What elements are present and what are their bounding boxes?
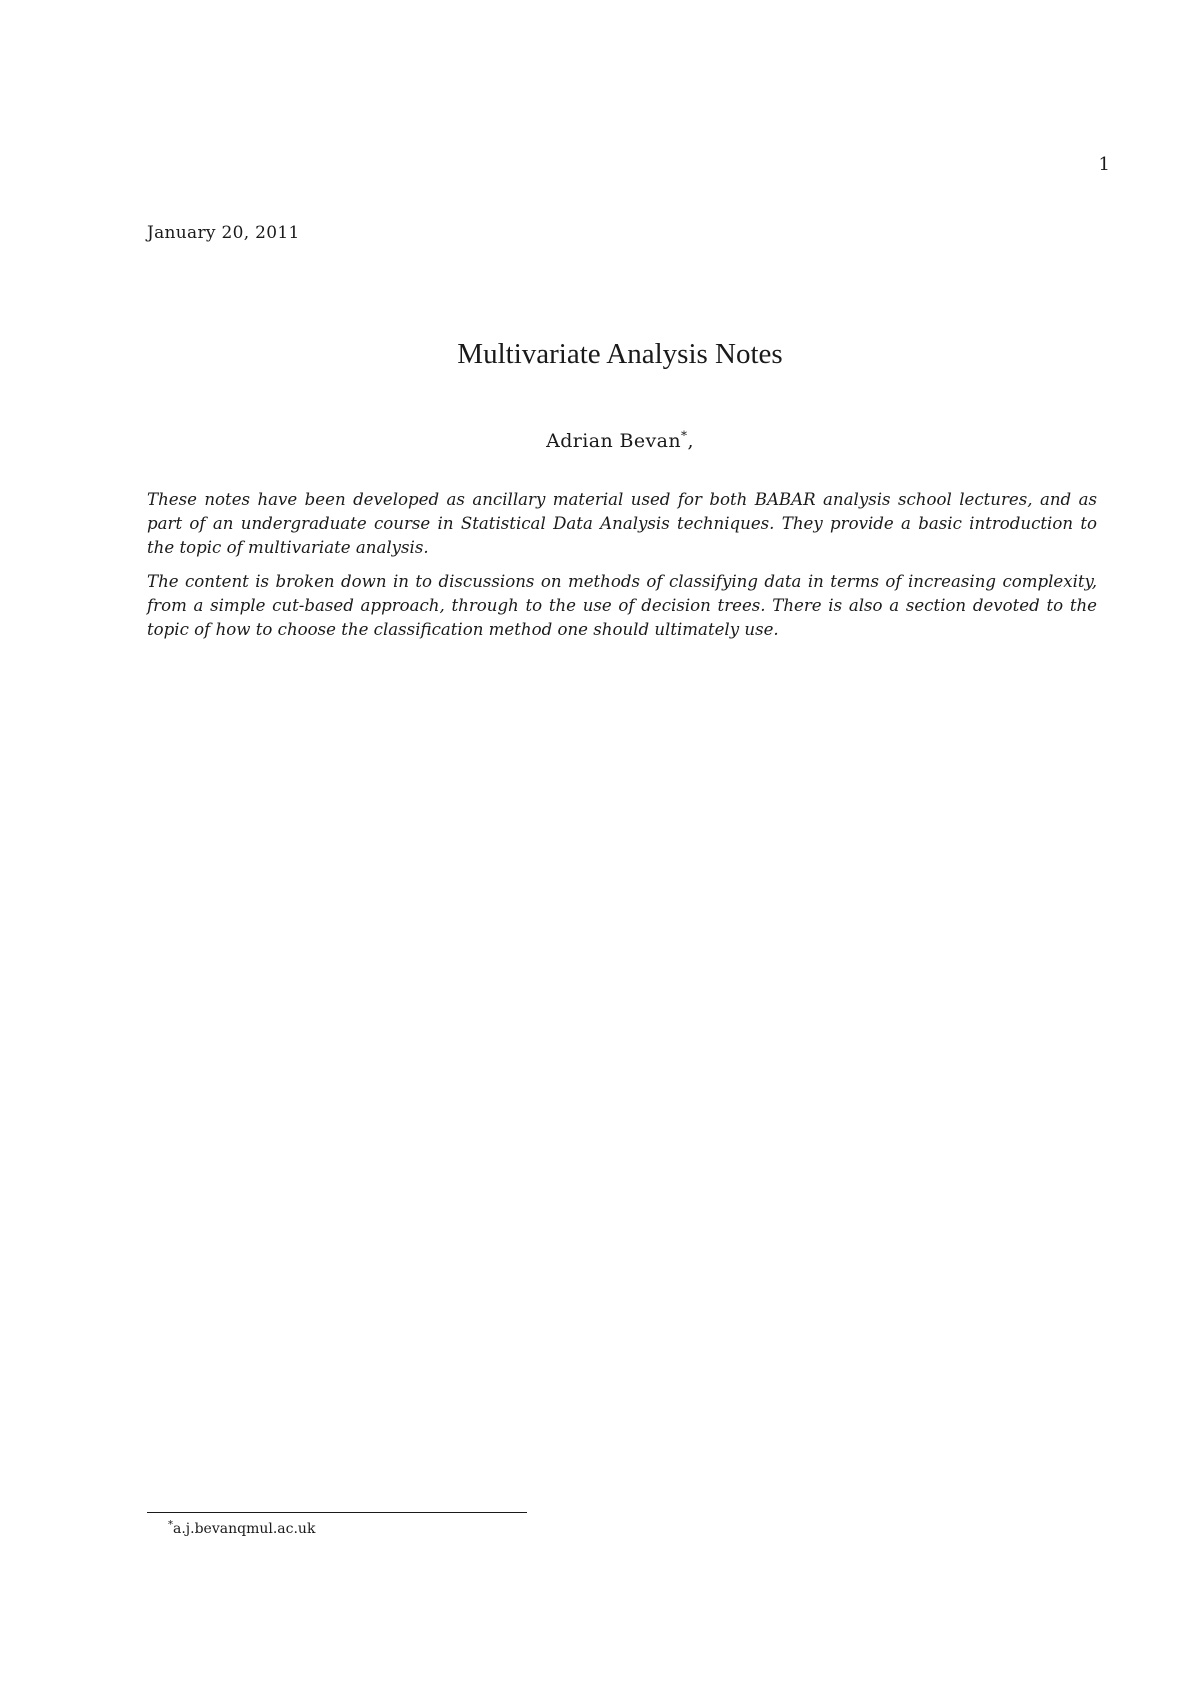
footnote-mark: * (168, 1519, 173, 1531)
author-footnote-mark: * (681, 428, 688, 443)
footnote-divider (147, 1512, 527, 1513)
page-number: 1 (1098, 154, 1110, 175)
author-name: Adrian Bevan (546, 430, 682, 452)
footnote (168, 1521, 315, 1537)
abstract (147, 488, 1097, 652)
footnote-email: a.j.bevanqmul.ac.uk (173, 1521, 316, 1537)
abstract-paragraph: These notes have been developed as ancillary material used for both BABAR analysis school lectures, and as part of an undergraduate course in Statistical Data Analysis techniques. They provide a basic introduction to the topic of multivariate analysis. (147, 490, 1097, 557)
document-title: Multivariate Analysis Notes (457, 338, 783, 370)
author-suffix: , (687, 430, 694, 452)
document-date: January 20, 2011 (147, 223, 300, 243)
abstract-paragraph: The content is broken down in to discussions on methods of classifying data in terms of increasing complexity, from a simple cut-based approach, through to the use of decision trees. There is also a section devoted to the topic of how to choose the classification method one should ultimately use. (147, 572, 1097, 639)
author-line (0, 430, 1200, 452)
